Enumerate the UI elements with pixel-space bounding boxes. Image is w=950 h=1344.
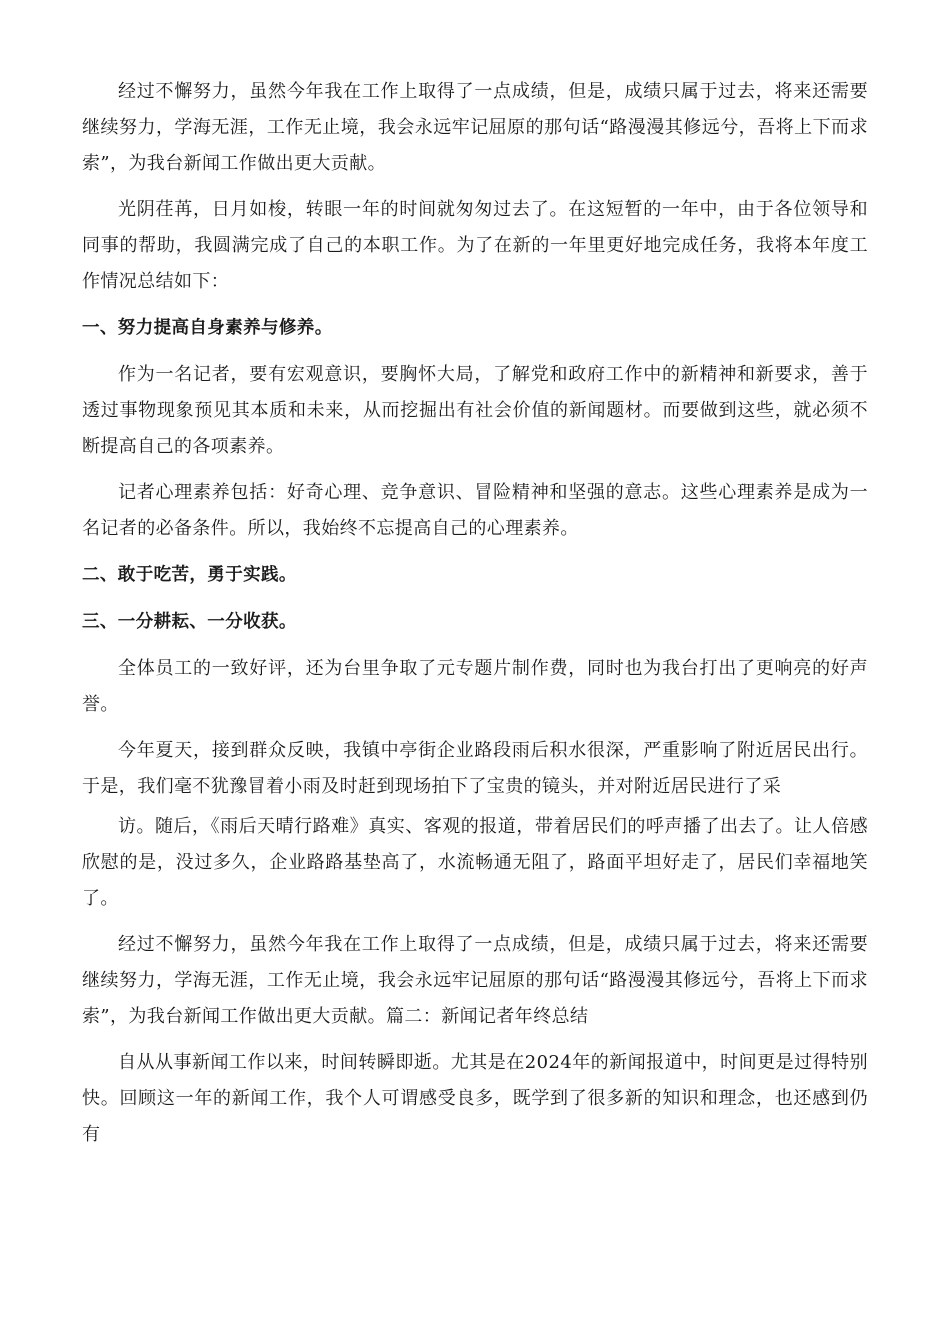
paragraph-part-two-intro: 自从从事新闻工作以来，时间转瞬即逝。尤其是在2024年的新闻报道中，时间更是过得特别快。回顾这一年的新闻工作，我个人可谓感受良多，既学到了很多新的知识和理念，也还感到仍有 bbox=[82, 1052, 868, 1145]
paragraph-intro: 光阴荏苒，日月如梭，转眼一年的时间就匆匆过去了。在这短暂的一年中，由于各位领导和同事的帮助，我圆满完成了自己的本职工作。为了在新的一年里更好地完成任务，我将本年度工作情况总结如下： bbox=[82, 199, 868, 292]
paragraph-report-result: 访。随后，《雨后天晴行路难》真实、客观的报道，带着居民们的呼声播了出去了。让人倍感欣慰的是，没过多久，企业路路基垫高了，水流畅通无阻了，路面平坦好走了，居民们幸福地笑了。 bbox=[82, 816, 868, 909]
section-heading-1: 一、努力提高自身素养与修养。 bbox=[82, 318, 333, 338]
paragraph-closing-summary-repeat: 经过不懈努力，虽然今年我在工作上取得了一点成绩，但是，成绩只属于过去，将来还需要继续努力，学海无涯，工作无止境，我会永远牢记屈原的那句话“路漫漫其修远兮，吾将上下而求索”，为我台新闻工作做出更大贡献。篇二：新闻记者年终总结 bbox=[82, 934, 868, 1027]
paragraph-praise: 全体员工的一致好评，还为台里争取了元专题片制作费，同时也为我台打出了更响亮的好声誉。 bbox=[82, 658, 868, 715]
paragraph-summer-report: 今年夏天，接到群众反映，我镇中亭街企业路段雨后积水很深，严重影响了附近居民出行。于是，我们毫不犹豫冒着小雨及时赶到现场拍下了宝贵的镜头，并对附近居民进行了采 bbox=[82, 740, 868, 797]
paragraph-psychological-quality: 记者心理素养包括：好奇心理、竞争意识、冒险精神和坚强的意志。这些心理素养是成为一名记者的必备条件。所以，我始终不忘提高自己的心理素养。 bbox=[82, 482, 868, 539]
section-heading-3: 三、一分耕耘、一分收获。 bbox=[82, 612, 297, 632]
section-heading-2: 二、敢于吃苦，勇于实践。 bbox=[82, 565, 297, 585]
paragraph-closing-summary: 经过不懈努力，虽然今年我在工作上取得了一点成绩，但是，成绩只属于过去，将来还需要继续努力，学海无涯，工作无止境，我会永远牢记屈原的那句话“路漫漫其修远兮，吾将上下而求索”，为我台新闻工作做出更大贡献。 bbox=[82, 81, 868, 174]
paragraph-macro-awareness: 作为一名记者，要有宏观意识，要胸怀大局，了解党和政府工作中的新精神和新要求，善于透过事物现象预见其本质和未来，从而挖掘出有社会价值的新闻题材。而要做到这些，就必须不断提高自己的各项素养。 bbox=[82, 364, 868, 457]
